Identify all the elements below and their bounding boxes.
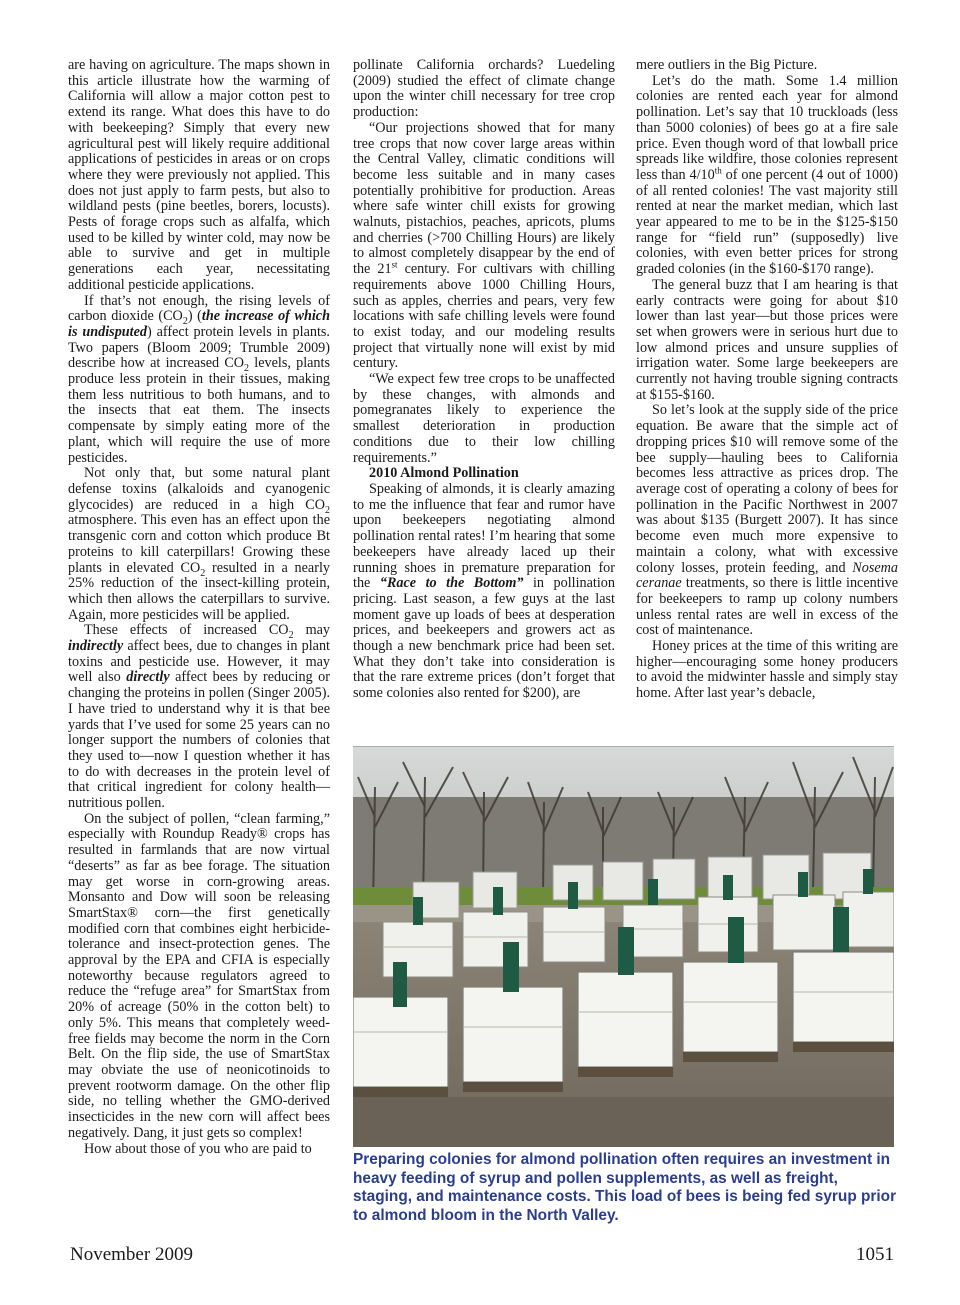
column-3 — [636, 58, 898, 702]
paragraph: If that’s not enough, the rising levels of carbon dioxide $(CO_2)$ (the increase of which is undisputed) affect protein levels in plants. Two papers (Bloom 2009; Trumble 2009) describe how at increased $CO_2$ levels, plants produce less protein in their tissues, making them less nutritious to both humans, and to the insects that eat them. The insects compensate by simply eating more of the plant, which will require the use of more pesticides. — [68, 292, 330, 466]
paragraph: are having on agriculture. The maps shown in this article illustrate how the warming of California will allow a major cotton pest to extend its range. What does this have to do with beekeeping? Simply that every new agricultural pest will likely require additional applications of pesticides in areas or on crops where they were previously not applied. This does not just apply to farm pests, but also to wildland pests (pine beetles, borers, locusts). Pests of forage crops such as alfalfa, which used to be killed by winter cold, may now be able to survive and get in multiple generations each year, necessitating additional pesticide applications. — [68, 57, 330, 293]
quote-paragraph: “We expect few tree crops to be unaffected by these changes, with almonds and pomegranates likely to experience the smallest deterioration in production conditions due to their low chilling requirements.” — [353, 371, 615, 466]
beehive-photo-illustration — [353, 747, 894, 1147]
paragraph: Speaking of almonds, it is clearly amazing to me the influence that fear and rumor have upon beekeepers negotiating almond pollination rental rates! I’m hearing that some beekeepers have already laced up their running shoes in premature preparation for the “Race to the Bottom” in pollination pricing. Last season, a few guys at the last moment gave up loads of bees at desperation prices, and beekeepers and growers act as though a new benchmark price had been set. What they don’t take into consideration is that the rare extreme prices (don’t forget that some colonies also rented for $200), are — [353, 480, 615, 702]
photo-caption: Preparing colonies for almond pollination often requires an investment in heavy feeding of syrup and pollen supplements, as well as freight, staging, and maintenance costs. This load of bees is being fed syrup prior to almond bloom in the North Valley. — [353, 1151, 897, 1224]
paragraph: These effects of increased $CO_2$ may indirectly affect bees, due to changes in plant toxins and pesticide use. However, it may well also directly affect bees by reducing or changing the proteins in pollen (Singer 2005). I have tried to understand why it is that bee yards that I’ve used for some 25 years can no longer support the numbers of colonies that they used to—now I question whether it has to do with decreases in the protein level of that critical ingredient for colony health—nutritious pollen. — [68, 622, 330, 812]
quote-paragraph: “Our projections showed that for many tree crops that now cover large areas within the Central Valley, climatic conditions will become less suitable and in many cases potentially prohibitive for production. Areas where safe winter chill exists for growing walnuts, pistachios, peaches, apricots, plums and cherries (>700 Chilling Hours) are likely to almost completely disappear by the end of the 21st century. For cultivars with chilling requirements above 1000 Chilling Hours, such as apples, cherries and pears, very few locations with safe chilling levels were found to exist today, and our modeling results project that virtually none will exist by mid century. — [353, 119, 615, 372]
beehive-photo — [353, 746, 894, 1147]
paragraph: mere outliers in the Big Picture. — [636, 57, 818, 73]
paragraph: Honey prices at the time of this writing are higher—encouraging some honey producers to avoid the midwinter hassle and simply stay home. After last year’s debacle, — [636, 638, 898, 702]
paragraph: So let’s look at the supply side of the price equation. Be aware that the simple act of dropping prices $10 will remove some of the bee supply—hauling bees to California becomes less attractive as prices drop. The average cost of operating a colony of bees for pollination in the Pacific Northwest in 2007 was about $135 (Burgett 2007). It has since become even much more expensive to maintain a colony, what with excessive colony losses, protein feeding, and Nosema ceranae treatments, so there is little incentive for beekeepers to ramp up colony numbers unless rental rates are well in excess of the cost of maintenance. — [636, 402, 898, 639]
paragraph: The general buzz that I am hearing is that early contracts were going for about $10 lower than last year—but those prices were set when growers were in serious hurt due to low almond prices and unsure supplies of irrigation water. Some large beekeepers are currently not having trouble signing contracts at $155-$160. — [636, 276, 898, 403]
section-heading: 2010 Almond Pollination — [369, 465, 519, 482]
paragraph: Not only that, but some natural plant defense toxins (alkaloids and cyanogenic glycocides) are reduced in a high $CO_2$ atmosphere. This even has an effect upon the transgenic corn and cotton which produce Bt proteins to kill caterpillars! Growing these plants in elevated $CO_2$ resulted in a nearly 25% reduction of the insect-killing protein, which then allows the caterpillars to survive. Again, more pesticides will be applied. — [68, 465, 330, 623]
column-1 — [68, 58, 330, 1157]
paragraph: How about those of you who are paid to — [84, 1140, 312, 1157]
paragraph: On the subject of pollen, “clean farming,” especially with Roundup Ready® crops has resulted in farmlands that are now virtual “deserts” as far as bee forage. The situation may get worse in corn-growing areas. Monsanto and Dow will soon be releasing SmartStax® corn—the first genetically modified corn that combines eight herbicide-tolerance and insect-protection genes. The approval by the EPA and CFIA is especially noteworthy because regulators agreed to reduce the “refuge area” for SmartStax from 20% of acreage (50% in the cotton belt) to only 5%. This means that completely weed-free fields may become the norm in the Corn Belt. On the flip side, the use of SmartStax may obviate the use of neonicotinoids to prevent rootworm damage. On the other flip side, no telling whether the GMO-derived insecticides in the new corn will affect bees negatively. Dang, it just gets so complex! — [68, 810, 330, 1141]
paragraph: Let’s do the math. Some 1.4 million colonies are rented each year for almond pollination. Let’s say that 10 truckloads (less than 5000 colonies) of bees go at a fire sale price. Even though word of that lowball price spreads like wildfire, those colonies represent less than 4/10th of one percent (4 out of 1000) of all rented colonies! The vast majority still rented at near the market median, which last year appeared to me to be in the $125-$150 range for “field run” (supposedly) live colonies, with even better prices for strong graded colonies (in the $160-$170 range). — [636, 72, 898, 278]
page-number: 1051 — [856, 1244, 894, 1265]
paragraph: pollinate California orchards? Luedeling (2009) studied the effect of climate change upon the winter chill necessary for tree crop production: — [353, 57, 615, 121]
column-2 — [353, 58, 615, 702]
footer-date: November 2009 — [70, 1244, 193, 1265]
